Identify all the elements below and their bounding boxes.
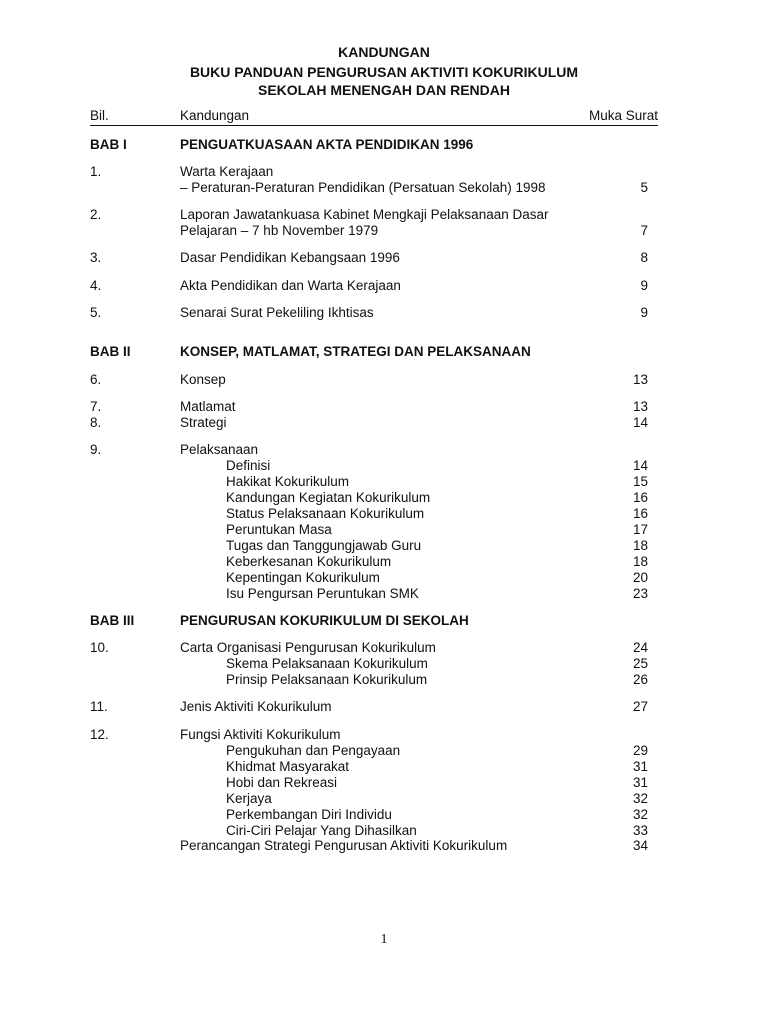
doc-title: KANDUNGAN bbox=[338, 44, 430, 60]
header-bil: Bil. bbox=[90, 108, 109, 123]
entry-page: 34 bbox=[632, 838, 648, 853]
entry-text: Fungsi Aktiviti Kokurikulum bbox=[180, 727, 341, 742]
entry-page: 24 bbox=[632, 640, 648, 655]
subentry-text: Ciri-Ciri Pelajar Yang Dihasilkan bbox=[226, 823, 417, 838]
entry-text: Perancangan Strategi Pengurusan Aktiviti Kokurikulum bbox=[180, 838, 508, 853]
entry-page: 13 bbox=[632, 372, 648, 387]
subentry-page: 23 bbox=[632, 586, 648, 601]
entry-text: – Peraturan-Peraturan Pendidikan (Persatuan Sekolah) 1998 bbox=[180, 180, 546, 195]
subentry-page: 29 bbox=[632, 743, 648, 758]
entry-text: Konsep bbox=[180, 372, 226, 387]
toc-header bbox=[90, 109, 658, 126]
entry-number: 11. bbox=[90, 699, 108, 714]
subentry-page: 17 bbox=[632, 522, 648, 537]
chapter-number: BAB III bbox=[90, 613, 135, 628]
subentry-page: 18 bbox=[632, 554, 648, 569]
chapter-title: KONSEP, MATLAMAT, STRATEGI DAN PELAKSANAAN bbox=[180, 344, 531, 359]
doc-subtitle-1: BUKU PANDUAN PENGURUSAN AKTIVITI KOKURIKULUM bbox=[189, 64, 579, 80]
subentry-text: Kerjaya bbox=[226, 791, 272, 806]
subentry-page: 31 bbox=[632, 759, 648, 774]
subentry-page: 33 bbox=[632, 823, 648, 838]
entry-text: Matlamat bbox=[180, 399, 236, 414]
entry-page: 8 bbox=[640, 250, 648, 265]
entry-number: 5. bbox=[90, 305, 102, 320]
subentry-page: 32 bbox=[632, 807, 648, 822]
subentry-text: Isu Pengursan Peruntukan SMK bbox=[226, 586, 419, 601]
chapter-title: PENGURUSAN KOKURIKULUM DI SEKOLAH bbox=[180, 613, 469, 628]
entry-number: 12. bbox=[90, 727, 109, 742]
entry-text: Laporan Jawatankuasa Kabinet Mengkaji Pelaksanaan Dasar bbox=[180, 207, 549, 222]
subentry-page: 15 bbox=[632, 474, 648, 489]
entry-text: Akta Pendidikan dan Warta Kerajaan bbox=[180, 278, 401, 293]
chapter-number: BAB II bbox=[90, 344, 131, 359]
entry-number: 2. bbox=[90, 207, 102, 222]
entry-number: 4. bbox=[90, 278, 102, 293]
subentry-page: 25 bbox=[632, 656, 648, 671]
entry-text: Warta Kerajaan bbox=[180, 164, 274, 179]
entry-number: 8. bbox=[90, 415, 102, 430]
entry-text: Senarai Surat Pekeliling Ikhtisas bbox=[180, 305, 374, 320]
entry-text: Pelajaran – 7 hb November 1979 bbox=[180, 223, 379, 238]
subentry-text: Peruntukan Masa bbox=[226, 522, 332, 537]
header-kandungan: Kandungan bbox=[180, 108, 250, 123]
doc-subtitle-2: SEKOLAH MENENGAH DAN RENDAH bbox=[257, 82, 510, 98]
chapter-number: BAB I bbox=[90, 137, 127, 152]
entry-number: 9. bbox=[90, 442, 102, 457]
entry-page: 14 bbox=[632, 415, 648, 430]
subentry-text: Keberkesanan Kokurikulum bbox=[226, 554, 392, 569]
page-number: 1 bbox=[380, 932, 388, 947]
subentry-page: 20 bbox=[632, 570, 648, 585]
subentry-text: Khidmat Masyarakat bbox=[226, 759, 350, 774]
entry-text: Pelaksanaan bbox=[180, 442, 259, 457]
entry-page: 5 bbox=[640, 180, 648, 195]
subentry-page: 32 bbox=[632, 791, 648, 806]
entry-text: Dasar Pendidikan Kebangsaan 1996 bbox=[180, 250, 400, 265]
subentry-text: Hobi dan Rekreasi bbox=[226, 775, 338, 790]
subentry-page: 26 bbox=[632, 672, 648, 687]
entry-page: 9 bbox=[640, 278, 648, 293]
entry-number: 7. bbox=[90, 399, 102, 414]
subentry-text: Perkembangan Diri Individu bbox=[226, 807, 392, 822]
subentry-text: Pengukuhan dan Pengayaan bbox=[226, 743, 401, 758]
entry-text: Carta Organisasi Pengurusan Kokurikulum bbox=[180, 640, 436, 655]
chapter-title: PENGUATKUASAAN AKTA PENDIDIKAN 1996 bbox=[180, 137, 474, 152]
entry-number: 1. bbox=[90, 164, 102, 179]
subentry-text: Kandungan Kegiatan Kokurikulum bbox=[226, 490, 431, 505]
entry-page: 7 bbox=[640, 223, 648, 238]
entry-page: 9 bbox=[640, 305, 648, 320]
subentry-page: 31 bbox=[632, 775, 648, 790]
subentry-page: 16 bbox=[632, 490, 648, 505]
subentry-text: Hakikat Kokurikulum bbox=[226, 474, 350, 489]
subentry-page: 18 bbox=[632, 538, 648, 553]
entry-text: Jenis Aktiviti Kokurikulum bbox=[180, 699, 332, 714]
entry-number: 6. bbox=[90, 372, 102, 387]
subentry-page: 14 bbox=[632, 458, 648, 473]
entry-text: Strategi bbox=[180, 415, 227, 430]
entry-number: 10. bbox=[90, 640, 109, 655]
entry-number: 3. bbox=[90, 250, 102, 265]
subentry-text: Definisi bbox=[226, 458, 271, 473]
subentry-text: Tugas dan Tanggungjawab Guru bbox=[226, 538, 422, 553]
subentry-page: 16 bbox=[632, 506, 648, 521]
subentry-text: Status Pelaksanaan Kokurikulum bbox=[226, 506, 425, 521]
entry-page: 13 bbox=[632, 399, 648, 414]
subentry-text: Prinsip Pelaksanaan Kokurikulum bbox=[226, 672, 428, 687]
subentry-text: Kepentingan Kokurikulum bbox=[226, 570, 380, 585]
header-muka-surat: Muka Surat bbox=[588, 108, 658, 123]
entry-page: 27 bbox=[632, 699, 648, 714]
subentry-text: Skema Pelaksanaan Kokurikulum bbox=[226, 656, 428, 671]
